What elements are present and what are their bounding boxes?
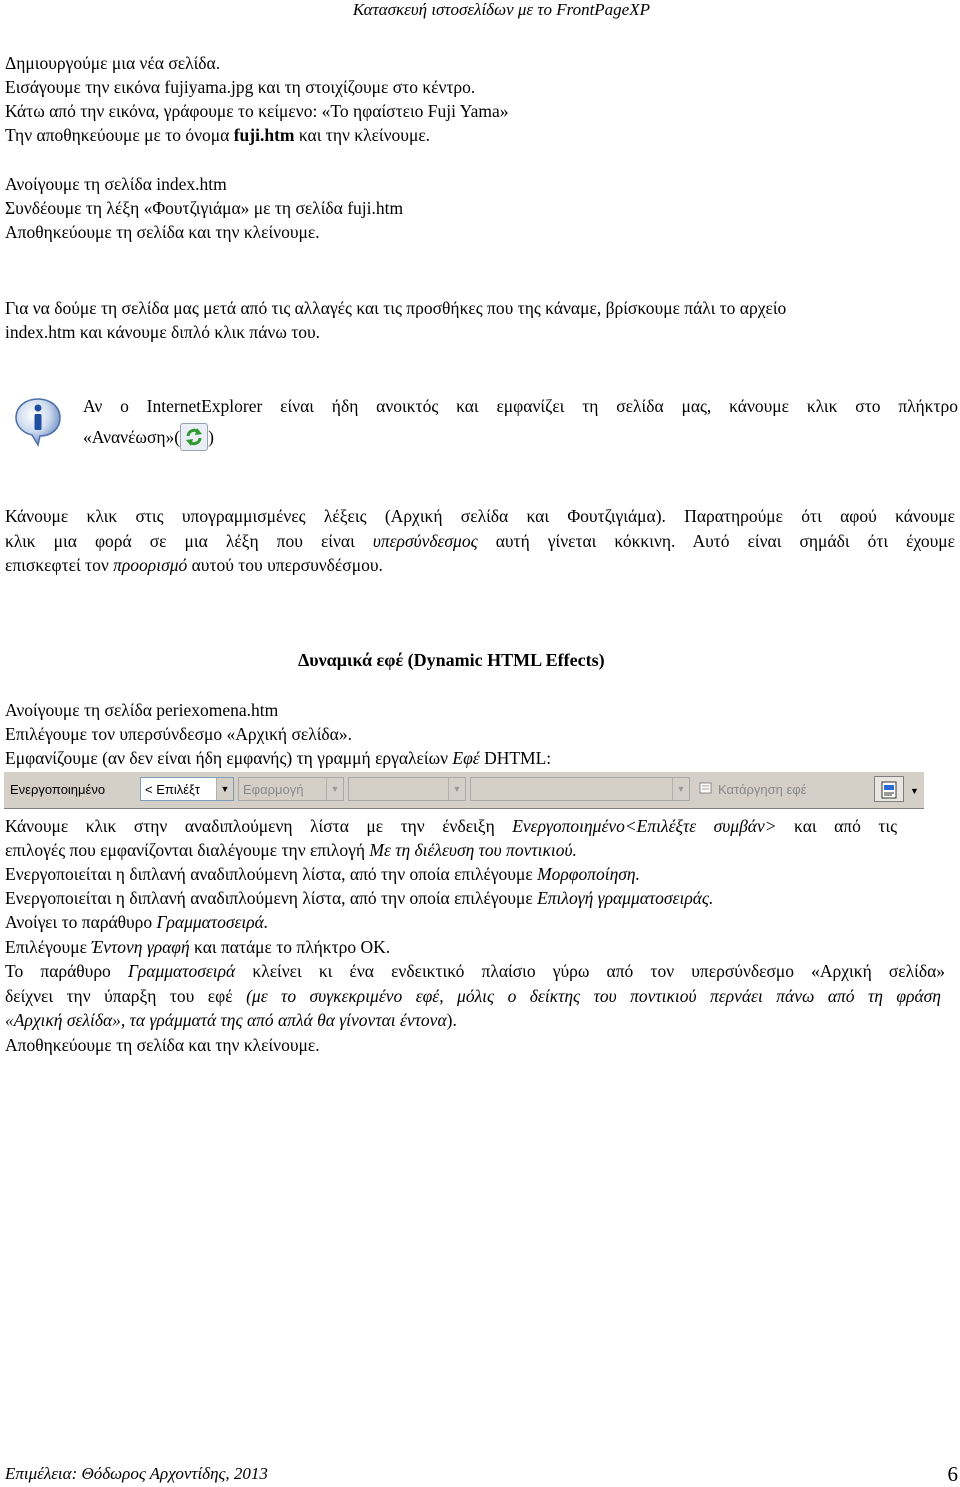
paragraph-line: Το παράθυρο Γραμματοσειρά κλείνει κι ένα ενδεικτικό πλαίσιο γύρω από τον υπερσύνδεσμο «Αρχική σελίδα»	[5, 961, 945, 981]
apply-dropdown[interactable]: Εφαρμογή ▼	[238, 777, 344, 801]
note-text-line2: «Ανανέωση»( )	[83, 424, 214, 453]
step-line: Συνδέουμε τη λέξη «Φουτζιγιάμα» με τη σελίδα fuji.htm	[5, 198, 404, 218]
step-line: Επιλέγουμε τον υπερσύνδεσμο «Αρχική σελίδα».	[5, 724, 352, 744]
chevron-down-icon[interactable]: ▼	[326, 778, 343, 800]
paragraph-line: Ενεργοποιείται η διπλανή αναδιπλούμενη λίστα, από την οποία επιλέγουμε Μορφοποίηση.	[5, 864, 640, 884]
paragraph-line: δείχνει την ύπαρξη του εφέ (με το συγκεκριμένο εφέ, μόλις ο δείκτης του ποντικιού περνάει πάνω από τη φράση	[5, 986, 941, 1006]
step-line: Εμφανίζουμε (αν δεν είναι ήδη εμφανής) τη γραμμή εργαλείων Εφέ DHTML:	[5, 748, 552, 768]
paragraph-line: Ενεργοποιείται η διπλανή αναδιπλούμενη λίστα, από την οποία επιλέγουμε Επιλογή γραμματοσειράς.	[5, 888, 714, 908]
note-text: Αν ο InternetExplorer είναι ήδη ανοικτός και εμφανίζει τη σελίδα μας, κάνουμε κλικ στο πλήκτρο	[83, 396, 958, 416]
page-header: Κατασκευή ιστοσελίδων με το FrontPageXP	[352, 0, 650, 19]
remove-effect-icon	[699, 781, 713, 798]
highlight-effects-button[interactable]	[874, 776, 904, 802]
highlight-effects-icon	[880, 780, 900, 803]
event-dropdown[interactable]: < Επιλέξτ ▼	[140, 777, 234, 801]
paragraph-line: index.htm και κάνουμε διπλό κλικ πάνω του.	[5, 322, 321, 342]
paragraph-line: Κάνουμε κλικ στις υπογραμμισμένες λέξεις (Αρχική σελίδα και Φουτζιγιάμα). Παρατηρούμε ότι αφού κάνουμε	[5, 506, 955, 526]
toolbar-options-icon[interactable]: ▼	[910, 786, 919, 796]
step-line: Την αποθηκεύουμε με το όνομα fuji.htm και την κλείνουμε.	[5, 125, 431, 145]
step-line: Ανοίγουμε τη σελίδα index.htm	[5, 174, 227, 194]
step-line: Εισάγουμε την εικόνα fujiyama.jpg και τη στοιχίζουμε στο κέντρο.	[5, 77, 476, 97]
paragraph-line: Ανοίγει το παράθυρο Γραμματοσειρά.	[5, 912, 269, 932]
paragraph-line: Για να δούμε τη σελίδα μας μετά από τις αλλαγές και τις προσθήκες που της κάναμε, βρίσκουμε πάλι το αρχείο	[5, 298, 787, 318]
dhtml-effects-toolbar	[4, 771, 924, 809]
step-line: Αποθηκεύουμε τη σελίδα και την κλείνουμε.	[5, 222, 320, 242]
step-line: Ανοίγουμε τη σελίδα periexomena.htm	[5, 700, 279, 720]
paragraph-line: Κάνουμε κλικ στην αναδιπλούμενη λίστα με την ένδειξη Ενεργοποιημένο<Επιλέξτε συμβάν> και από τις	[5, 816, 898, 836]
chevron-down-icon[interactable]: ▼	[672, 778, 689, 800]
paragraph-line: «Αρχική σελίδα», τα γράμματά της από απλά θα γίνονται έντονα).	[5, 1010, 457, 1030]
chevron-down-icon[interactable]: ▼	[216, 778, 233, 800]
effect-dropdown[interactable]	[348, 777, 466, 801]
settings-dropdown[interactable]	[470, 777, 690, 801]
page-number: 6	[947, 1462, 958, 1486]
paragraph-line: επισκεφτεί τον προορισμό αυτού του υπερσυνδέσμου.	[5, 555, 383, 575]
info-icon	[12, 395, 64, 447]
step-line: Δημιουργούμε μια νέα σελίδα.	[5, 53, 221, 73]
page-footer: Επιμέλεια: Θόδωρος Αρχοντίδης, 2013	[5, 1464, 268, 1483]
chevron-down-icon[interactable]: ▼	[448, 778, 465, 800]
toolbar-label: Ενεργοποιημένο	[10, 782, 106, 797]
step-line: Κάτω από την εικόνα, γράφουμε το κείμενο: «Το ηφαίστειο Fuji Yama»	[5, 101, 509, 121]
paragraph-line: κλικ μια φορά σε μια λέξη που είναι υπερσύνδεσμος αυτή γίνεται κόκκινη. Αυτό είναι σημάδι ότι έχουμε	[5, 531, 955, 551]
refresh-icon	[180, 423, 208, 451]
paragraph-line: επιλογές που εμφανίζονται διαλέγουμε την επιλογή Με τη διέλευση του ποντικιού.	[5, 840, 577, 860]
paragraph-line: Επιλέγουμε Έντονη γραφή και πατάμε το πλήκτρο ΟΚ.	[5, 937, 391, 957]
section-title: Δυναμικά εφέ (Dynamic HTML Effects)	[298, 650, 605, 670]
paragraph-line: Αποθηκεύουμε τη σελίδα και την κλείνουμε.	[5, 1035, 320, 1055]
remove-effect-button[interactable]: Κατάργηση εφέ	[696, 776, 872, 802]
